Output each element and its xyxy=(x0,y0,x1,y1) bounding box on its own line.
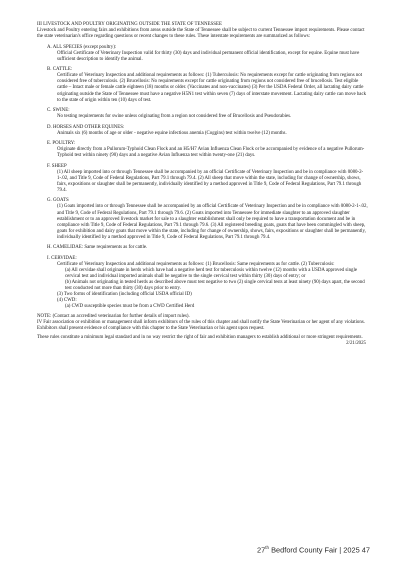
section-title: C. SWINE: xyxy=(47,108,70,114)
cervidae-identification: (3) Two forms of identification (including official USDA official ID) xyxy=(57,292,192,298)
section-body: Official Certificate of Veterinary Inspection valid for thirty (30) days and individual permanent official identification, except for equine. Equine must have sufficient description to identify the animal. xyxy=(57,50,360,62)
section-swine xyxy=(37,108,370,120)
note-paragraph: NOTE: (Contact an accredited veterinarian for further details of import rules). xyxy=(37,313,190,319)
section-title: H. CAMELIDAE: Same requirements as for cattle. xyxy=(47,245,148,251)
section-body: No testing requirements for swine unless originating from a region not considered free of Brucellosis and Pseudorabies. xyxy=(57,114,292,120)
cervidae-tb-option-a: (a) All cervidae shall originate in herds which have had a negative herd test for tuberculosis within twelve (12) months with a USDA approved single cervical test and individual imported animals shall be negative to the single cervical test within thirty (30) days of entry; or xyxy=(65,267,358,279)
section-title: A. ALL SPECIES (except poultry): xyxy=(47,44,117,50)
section-heading: III LIVESTOCK AND POULTRY ORIGINATING OUTSIDE THE STATE OF TENNESSEE xyxy=(37,22,222,27)
section-title: B. CATTLE: xyxy=(47,67,73,73)
footer-ordinal-suffix: th xyxy=(265,544,270,550)
section-cattle xyxy=(37,67,370,104)
section-body: Originate directly from a Pullorum-Typhoid Clean Flock and an H5/H7 Avian Influenza Clean Flock or be accompanied by evidence of a negative Pullorum-Typhoid test within ninety (90) days and a negative Avian Influenza test within twenty-one (21) days. xyxy=(57,147,365,159)
intro-paragraph: Livestock and Poultry entering fairs and exhibitions from areas outside the State of Tennessee shall be subject to current Tennessee import requirements. Please contact the state veterinarian's office regarding questions or recent changes to these rules. These interstate requirements are summarized as follows: xyxy=(37,28,365,40)
section-goats xyxy=(37,198,370,241)
section-body: (1) Goats imported into or through Tennessee shall be accompanied by an official Certificate of Veterinary Inspection and be in compliance with 0080-2-1-.02, and Title 9, Code of Federal Regulations, Part 79.1 through 79.6. (2) Goats imported into Tennessee for immediate slaughter to an approved slaughter establishment or to an approved livestock market for sale to a slaughter establishment shall only be required to have a transportation document and be in compliance with Title 9, Code of Federal Regulations, Part 79.1 through 79.6. (3) All registered breeding goats, goats that have been commingled with sheep, goats for exhibition and dairy goats that move within the state, including for change of ownership, shows, fairs, expositions or slaughter shall be permanently, individually identified by a method approved in Title 9, Code of Federal Regulations, Part 79.1 through 79.4. xyxy=(57,204,368,240)
fair-rule-paragraph: IV Fair association or exhibition or management shall inform exhibitors of the rules of this chapter and shall notify the State Veterinarian or her agent of any violations. Exhibitors shall present evidence of compliance with this chapter to the State Veterinarian or his agent upon request. xyxy=(37,319,365,331)
section-title: G. GOATS xyxy=(47,198,69,204)
cervidae-cwd: (4) CWD: xyxy=(57,298,77,304)
section-body: Certificate of Veterinary Inspection and additional requirements as follows: (1) Tuberculosis: No requirements except for cattle originating from regions not considered free of tuberculosis. (2) Brucellosis: No requirements except for cattle originating from regions not considered free of brucellosis. Test eligible cattle – Intact male or female cattle eighteen (18) months or older. (Vaccinates and non-vaccinates) (3) Per the USDA Federal Order, all lactating dairy cattle originating outside the State of Tennessee must have a negative H5N1 test within seven (7) days of interstate movement. Lactating dairy cattle can move back to the state of origin within ten (10) days of test. xyxy=(57,73,367,103)
section-poultry xyxy=(37,141,370,159)
section-title: E. POULTRY: xyxy=(47,140,76,146)
footer-text: Bedford County Fair | 2025 47 xyxy=(269,545,370,554)
section-title: I. CERVIDAE: xyxy=(47,255,77,261)
section-body: (1) All sheep imported into or through Tennessee shall be accompanied by an official Certificate of Veterinary Inspection and be in compliance with 0080-2-1-.02, and Title 9, Code of Federal Regulations, Part 79.1 through 79.4. (2) All sheep that move within the state, including for change of ownership, shows, fairs, expositions or slaughter shall be permanently, individually identified by a method approved in Title 9, Code of Federal Regulations, Part 79.1 through 79.4. xyxy=(57,169,364,193)
section-cervidae xyxy=(37,256,370,311)
cervidae-cwd-rule: (a) CWD susceptible species must be from a CWD Certified Herd xyxy=(65,304,195,310)
section-camelidae xyxy=(37,245,370,251)
cervidae-tb-option-b: (b) Animals not originating in tested herds as described above must test negative to two (2) single cervical tests at least ninety (90) days apart, the second test conducted not more than thirty (30) days prior to entry. xyxy=(65,280,365,292)
section-horses xyxy=(37,125,370,137)
section-title: F. SHEEP xyxy=(47,163,67,169)
section-body: Animals six (6) months of age or older - negative equine infectious anemia (Coggins) test within twelve (12) months. xyxy=(57,130,287,136)
document-body xyxy=(37,22,370,347)
section-all-species xyxy=(37,45,370,63)
page-footer xyxy=(257,545,370,554)
section-sheep xyxy=(37,164,370,194)
footer-ordinal: 27 xyxy=(256,545,266,554)
section-title: D. HORSES AND OTHER EQUINES: xyxy=(47,124,125,130)
closing-paragraph: These rules constitute a minimum legal standard and in no way restrict the right of fair and exhibition managers to establish additional or more stringent requirements. xyxy=(37,335,363,341)
section-body: Certificate of Veterinary Inspection and additional requirements as follows: (1) Brucellosis: Same requirements as for cattle. (2) Tuberculosis: xyxy=(57,261,335,267)
document-date: 2/21/2025 xyxy=(346,341,366,347)
